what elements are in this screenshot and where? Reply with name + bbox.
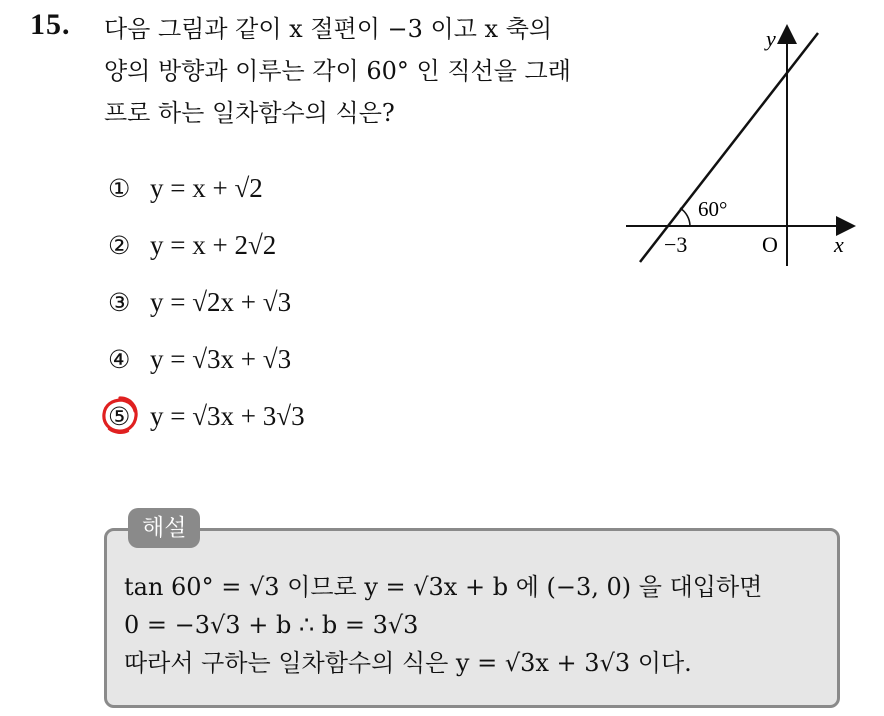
- choice-number: ①: [108, 174, 131, 203]
- origin-label: O: [762, 232, 778, 257]
- stem-line: 프로 하는 일차함수의 식은?: [104, 99, 395, 127]
- choice-number: ⑤: [108, 402, 131, 431]
- question-stem: [104, 8, 604, 134]
- stem-line: 양의 방향과 이루는 각이 60° 인 직선을 그래: [104, 57, 571, 85]
- choice-expression: y = √3x + 3√3: [150, 401, 305, 431]
- solution-line: 0 = −3√3 + b ∴ b = 3√3: [124, 611, 419, 639]
- question-number: 15.: [30, 8, 71, 41]
- graph-figure: [620, 20, 860, 280]
- solution-line: 따라서 구하는 일차함수의 식은 y = √3x + 3√3 이다.: [124, 649, 692, 677]
- solution-tag: 해설: [128, 508, 200, 548]
- angle-label: 60°: [698, 197, 728, 221]
- graph-line: [640, 33, 818, 262]
- choice-2[interactable]: [108, 217, 305, 274]
- answer-choices: [108, 160, 305, 445]
- solution-line: tan 60° = √3 이므로 y = √3x + b 에 (−3, 0) 을 대입하면: [124, 573, 763, 601]
- choice-3[interactable]: [108, 274, 305, 331]
- choice-expression: y = √3x + √3: [150, 344, 292, 374]
- choice-number: ②: [108, 231, 131, 260]
- angle-arc: [680, 208, 690, 226]
- choice-5[interactable]: [108, 388, 305, 445]
- solution-text: [124, 568, 834, 682]
- intercept-label: −3: [664, 232, 688, 257]
- choice-expression: y = x + 2√2: [150, 230, 277, 260]
- choice-4[interactable]: [108, 331, 305, 388]
- y-axis-label: y: [766, 26, 776, 51]
- choice-expression: y = √2x + √3: [150, 287, 292, 317]
- choice-1[interactable]: [108, 160, 305, 217]
- choice-number: ③: [108, 288, 131, 317]
- choice-expression: y = x + √2: [150, 173, 263, 203]
- stem-line: 다음 그림과 같이 x 절편이 −3 이고 x 축의: [104, 15, 553, 43]
- choice-number: ④: [108, 345, 131, 374]
- x-axis-label: x: [834, 232, 844, 257]
